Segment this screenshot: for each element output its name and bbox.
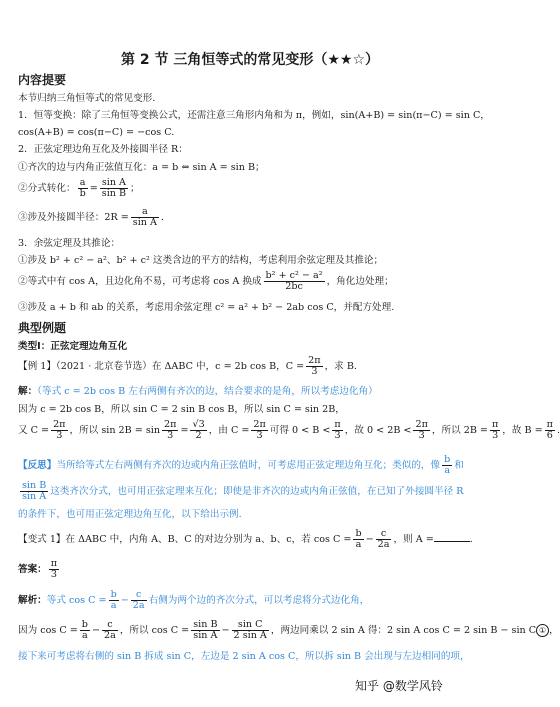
example1: 【例 1】（2021 · 北京卷节选）在 ΔABC 中，c = 2b cos B，C = $\frac{2\pi}{3}$ ，求 B. (18, 355, 357, 378)
fraction: $\frac{b}{a}$ (355, 528, 362, 551)
fraction: $\frac{\pi}{6}$ (546, 419, 553, 442)
solution-line1: 因为 c = 2b cos B，所以 sin C = 2 sin B cos B，所以 sin C = sin 2B， (18, 404, 345, 415)
zhihu-watermark: 知乎 @数学风铃 (355, 679, 443, 693)
variant1: 【变式 1】在 ΔABC 中，内角 A、B、C 的对边分别为 a、b、c，若 cos C = $\frac{b}{a}$ − $\frac{c}{2a}$ ，则 A = . (18, 528, 473, 551)
fraction: $\frac{\text{sin C}}{\text{2 sin A}}$ (233, 619, 267, 642)
fraction-2pi-3: $\frac{2\pi}{3}$ (308, 355, 321, 378)
item1: 1．恒等变换：除了三角恒等变换公式，还需注意三角形内角和为 π，例如，sin(A+B) = sin(π−C) = sin C， (18, 110, 490, 121)
fraction: $\frac{\text{sin B}}{\text{sin A}}$ (22, 480, 47, 503)
solution-note: 解：（等式 c = 2b cos B 左右两侧有齐次的边，结合要求的是角，所以考虑边化角） (18, 386, 378, 397)
fraction-a-over-b: $\frac{a}{b}$ (79, 177, 86, 200)
fraction: $\frac{b}{a}$ (81, 619, 88, 642)
fraction: $\frac{2\pi}{3}$ (253, 419, 266, 442)
item2-2-label: ②分式转化： (18, 183, 76, 195)
reflection-line3: 的条件下，也可用正弦定理边角互化，以下给出示例. (18, 509, 242, 520)
summary-intro: 本节归纳三角恒等式的常见变形. (18, 93, 156, 104)
fraction: $\frac{2\pi}{3}$ (415, 419, 428, 442)
item3-1: ①涉及 b² + c² − a²、b² + c² 这类含边的平方的结构，考虑利用余弦定理及其推论； (18, 255, 384, 266)
page-title: 第 2 节 三角恒等式的常见变形（★★☆） (120, 52, 379, 68)
answer-blank (434, 540, 470, 542)
item2-1: ①齐次的边与内角正弦值互化：a = b ⇔ sin A = sin B； (18, 162, 265, 173)
item3-3: ③涉及 a + b 和 ab 的关系，考虑用余弦定理 c² = a² + b² − 2ab cos C，并配方处理. (18, 302, 395, 313)
fraction: $\frac{c}{2a}$ (132, 589, 145, 612)
fraction: $\frac{b}{a}$ (110, 589, 117, 612)
examples-heading: 典型例题 (18, 321, 67, 335)
type1-heading: 类型Ⅰ：正弦定理边角互化 (18, 341, 128, 352)
fraction-sinA-over-sinB: $\frac{\text{sin A}}{\text{sin B}}$ (101, 177, 127, 200)
cosine-fraction: $\frac{\text{b² + c² − a²}}{2bc}$ (265, 270, 323, 293)
fraction: $\frac{c}{2a}$ (377, 528, 390, 551)
fraction: $\frac{2\pi}{3}$ (53, 419, 66, 442)
analysis-line3: 接下来可考虑将右侧的 sin B 拆成 sin C，左边是 2 sin A cos C，所以拆 sin B 会出现与左边相同的项， (18, 651, 470, 662)
item1-continued: cos(A+B) = cos(π−C) = −cos C. (18, 127, 175, 138)
answer: 答案： $\frac{\pi}{3}$ (18, 558, 58, 581)
reflection-line1: 【反思】当所给等式左右两侧有齐次的边或内角正弦值时，可考虑用正弦定理边角互化；类似的，像 $\frac{b}{a}$ 和 (18, 454, 464, 477)
item2: 2．正弦定理边角互化及外接圆半径 R： (18, 144, 188, 155)
reflection-line2: $\frac{\text{sin B}}{\text{sin A}}$ 这类齐次分式，也可用正弦定理来互化；即使是非齐次的边或内角正弦值，在已知了外接圆半径 R (22, 480, 464, 503)
equation-marker: ① (536, 624, 549, 637)
fraction: $\frac{\pi}{3}$ (334, 419, 341, 442)
item2-3: ③涉及外接圆半径：2R = $\frac{a}{\text{sin A}}$ . (18, 206, 164, 229)
analysis-line1: 解析：等式 cos C = $\frac{b}{a}$ − $\frac{c}{2a}$ 右侧为两个边的齐次分式，可以考虑将分式边化角， (18, 589, 370, 612)
item2-2: ②分式转化： $\frac{a}{b}$ = $\frac{\text{sin A}}{\text{sin B}}$ ； (18, 177, 140, 200)
analysis-line2: 因为 cos C = $\frac{b}{a}$ − $\frac{c}{2a}$ ，所以 cos C = $\frac{\text{sin B}}{\text{sin A}}$ − $\frac{\text{sin C}}{\text{2 sin A}}$ ，两边同乘以 2 sin A 得：2 sin A cos C = 2 sin B − sin C ① ， (18, 619, 559, 642)
fraction: $\frac{\text{sin B}}{\text{sin A}}$ (193, 619, 218, 642)
fraction: $\frac{√3}{2}$ (192, 419, 205, 442)
fraction: $\frac{\pi}{3}$ (50, 558, 58, 581)
fraction: $\frac{2\pi}{3}$ (164, 419, 177, 442)
fraction: $\frac{b}{a}$ (444, 454, 451, 477)
fraction: $\frac{\pi}{3}$ (491, 419, 499, 442)
item3-2: ②等式中有 cos A，且边化角不易，可考虑将 cos A 换成 $\frac{\text{b² + c² − a²}}{2bc}$ ，角化边处理； (18, 270, 394, 293)
fraction-a-over-sinA: $\frac{a}{\text{sin A}}$ (132, 206, 157, 229)
item3: 3．余弦定理及其推论： (18, 238, 121, 249)
summary-heading: 内容提要 (18, 73, 67, 87)
solution-line2: 又 C = $\frac{2\pi}{3}$ ，所以 sin 2B = sin $\frac{2\pi}{3}$ = $\frac{√3}{2}$ ，由 C = $\frac{2\pi}{3}$ 可得 0 < B < $\frac{\pi}{3}$ ，故 0 < 2B < $\frac{2\pi}{3}$ ，所以 2B = $\frac{\pi}{3}$ ，故 B = $\frac{\pi}{6}$ . (18, 419, 560, 442)
fraction: $\frac{c}{2a}$ (104, 619, 116, 642)
